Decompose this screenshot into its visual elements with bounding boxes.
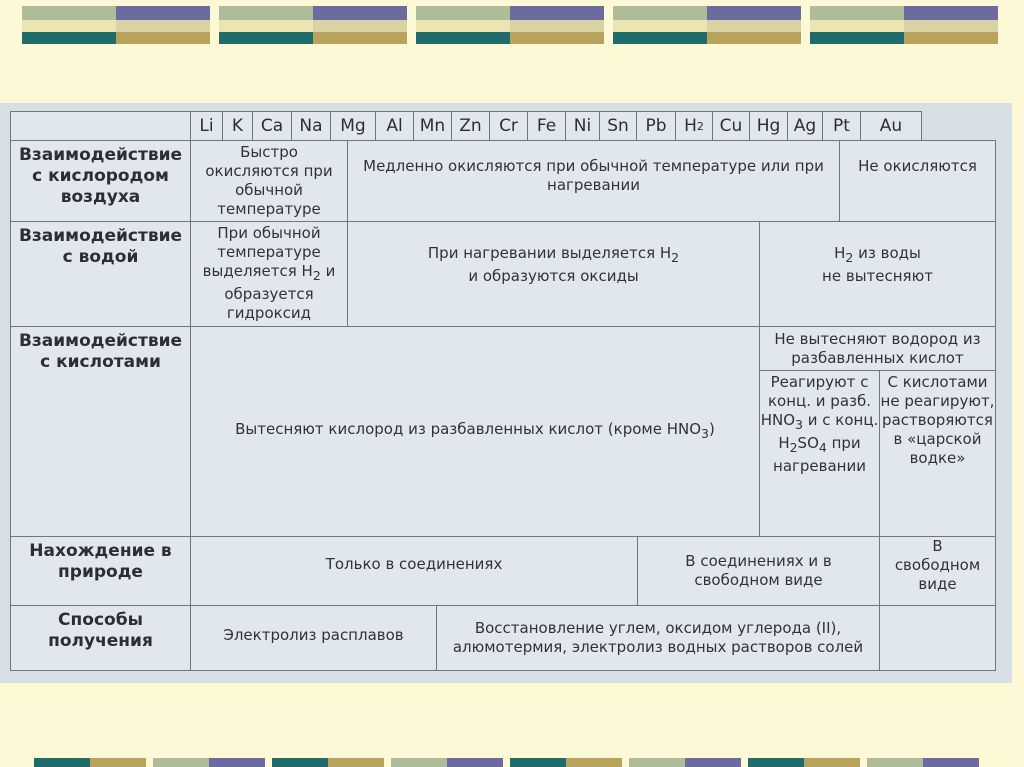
acids-no-hydrogen-cell: Не вытесняют водород из разбавленных кислот xyxy=(759,326,996,371)
metal-cell xyxy=(252,111,292,141)
metal-symbol: Al xyxy=(386,115,403,136)
water-none-cell xyxy=(759,221,996,327)
metal-symbol: Ca xyxy=(260,115,284,136)
oxygen-none-cell: Не окисляются xyxy=(839,140,996,222)
water-active-cell xyxy=(190,221,348,327)
decor-bar xyxy=(613,6,801,46)
decor-bar xyxy=(272,758,384,767)
metal-symbol: Ni xyxy=(573,115,592,136)
metal-symbol: Li xyxy=(199,115,214,136)
row-header-oxygen: Взаимодействие с кислородом воздуха xyxy=(10,140,191,222)
metal-symbol: Cu xyxy=(719,115,743,136)
acids-noble-cell: С кислотами не реагируют, растворяются в «царской водке» xyxy=(879,370,996,537)
decor-bar xyxy=(510,758,622,767)
metal-symbol: Mg xyxy=(340,115,366,136)
decor-bar xyxy=(748,758,860,767)
metal-symbol: Fe xyxy=(536,115,557,136)
metal-cell xyxy=(749,111,788,141)
metal-symbol: Au xyxy=(879,115,903,136)
water-active-text: При обычной температуре выделяется $H_2$ и образуется гидроксид xyxy=(202,224,336,322)
water-none-text: $H_2$ из воды не вытесняют xyxy=(822,244,933,285)
metal-symbol: Mn xyxy=(419,115,446,136)
metal-symbol: Hg xyxy=(756,115,781,136)
metal-cell xyxy=(291,111,331,141)
metal-symbol: Ag xyxy=(793,115,817,136)
oxygen-fast-cell: Быстро окисляются при обычной температуре xyxy=(190,140,348,222)
decor-bar xyxy=(22,6,210,46)
metal-symbol: Zn xyxy=(459,115,482,136)
metal-cell xyxy=(190,111,223,141)
decor-bar xyxy=(219,6,407,46)
acids-active-cell xyxy=(190,326,760,537)
decor-bar xyxy=(34,758,146,767)
production-reduction-cell: Восстановление углем, оксидом углерода (II), алюмотермия, электролиз водных растворов солей xyxy=(436,605,880,671)
metal-cell xyxy=(375,111,414,141)
nature-both-cell: В соединениях и в свободном виде xyxy=(637,536,880,606)
metal-cell xyxy=(712,111,750,141)
metal-cell xyxy=(787,111,823,141)
metal-cell xyxy=(636,111,676,141)
acids-active-text: Вытесняют кислород из разбавленных кислот (кроме $HNO_3$) xyxy=(235,420,715,441)
metal-cell xyxy=(222,111,253,141)
decor-bar xyxy=(629,758,741,767)
decor-bar xyxy=(416,6,604,46)
metal-subscript: 2 xyxy=(696,119,704,133)
metal-cell xyxy=(675,111,713,141)
acids-react-cell xyxy=(759,370,880,537)
metal-symbol: Cr xyxy=(499,115,518,136)
row-header-nature: Нахождение в природе xyxy=(10,536,191,606)
metal-symbol: K xyxy=(231,115,244,136)
row-header-water: Взаимодействие с водой xyxy=(10,221,191,327)
row-header-production: Способы получения xyxy=(10,605,191,671)
metal-cell xyxy=(565,111,600,141)
water-heat-cell xyxy=(347,221,760,327)
row-header-acids: Взаимодействие с кислотами xyxy=(10,326,191,537)
decor-bar xyxy=(391,758,503,767)
metals-activity-table xyxy=(0,103,1012,683)
metal-cell xyxy=(330,111,376,141)
metal-cell xyxy=(599,111,637,141)
metal-cell xyxy=(489,111,528,141)
metal-cell xyxy=(413,111,452,141)
decor-bar xyxy=(867,758,979,767)
production-empty-cell xyxy=(879,605,996,671)
metal-cell xyxy=(860,111,922,141)
metal-symbol: Na xyxy=(299,115,323,136)
acids-react-text: Реагируют с конц. и разб. $HNO_3$ и с конц. $H_2SO_4$ при нагревании xyxy=(760,373,879,475)
metal-symbol: Pt xyxy=(833,115,850,136)
corner-cell xyxy=(10,111,191,141)
nature-compounds-cell: Только в соединениях xyxy=(190,536,638,606)
metal-symbol: Sn xyxy=(607,115,629,136)
water-heat-text: При нагревании выделяется $H_2$ и образуются оксиды xyxy=(427,244,680,285)
nature-free-cell: В свободном виде xyxy=(879,536,996,606)
metal-symbol: H xyxy=(684,115,697,136)
metal-symbol: Pb xyxy=(645,115,667,136)
decor-bar xyxy=(153,758,265,767)
metal-cell xyxy=(527,111,566,141)
decor-bar xyxy=(810,6,998,46)
metal-cell xyxy=(451,111,490,141)
oxygen-slow-cell: Медленно окисляются при обычной температуре или при нагревании xyxy=(347,140,840,222)
metal-cell xyxy=(822,111,861,141)
production-electrolysis-cell: Электролиз расплавов xyxy=(190,605,437,671)
